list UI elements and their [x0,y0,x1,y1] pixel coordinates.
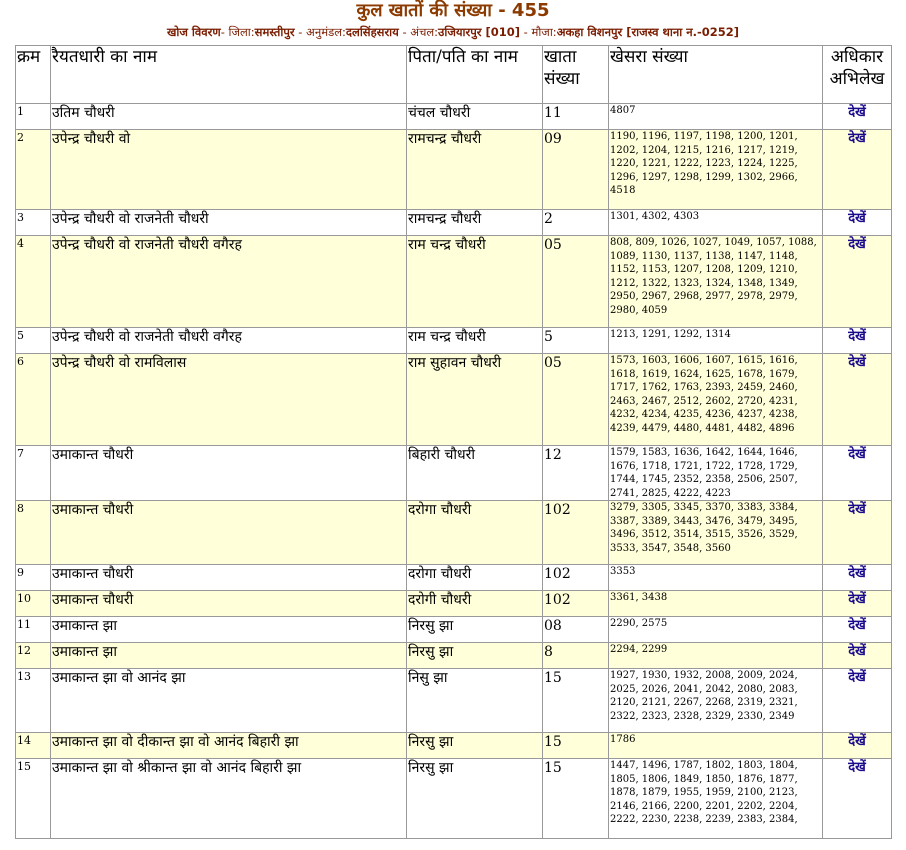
subdivision-label: अनुमंडल: [306,25,346,39]
khesra-number-cell: 1786 [609,733,823,759]
mauza-value: अकहा विशनपुर [राजस्व थाना न.-0252] [556,25,740,39]
raiyat-name-cell: उमाकान्त झा वो श्रीकान्त झा वो आनंद बिहारी झा [51,759,407,839]
khata-number-cell: 102 [543,565,609,591]
header-serial: क्रम [16,46,51,104]
circle-value: उजियारपुर [010] [438,25,520,39]
father-name-cell: चंचल चौधरी [407,104,543,130]
table-row [16,759,892,839]
khata-number-cell: 05 [543,236,609,328]
raiyat-name-cell: उमाकान्त झा [51,643,407,669]
raiyat-name-cell: उमाकान्त झा वो दीकान्त झा वो आनंद बिहारी झा [51,733,407,759]
view-record-link[interactable]: देखें [823,669,892,733]
serial-cell: 6 [16,354,51,446]
district-label: जिला: [228,25,255,39]
raiyat-name-cell: उमाकान्त चौधरी [51,591,407,617]
father-name-cell: दरोगी चौधरी [407,591,543,617]
khata-number-cell: 102 [543,501,609,565]
serial-cell: 15 [16,759,51,839]
father-name-cell: राम चन्द्र चौधरी [407,328,543,354]
khesra-number-cell: 3353 [609,565,823,591]
header-khesra-number: खेसरा संख्या [609,46,823,104]
serial-cell: 13 [16,669,51,733]
serial-cell: 3 [16,210,51,236]
khesra-number-cell: 1579, 1583, 1636, 1642, 1644, 1646, 1676, 1718, 1721, 1722, 1728, 1729, 1744, 1745, 2352, 2358, 2506, 2507, 2741, 2825, 4222, 4223 [609,446,823,501]
father-name-cell: निरसु झा [407,759,543,839]
raiyat-name-cell: उपेन्द्र चौधरी वो [51,130,407,210]
serial-cell: 5 [16,328,51,354]
father-name-cell: निरसु झा [407,643,543,669]
khesra-number-cell: 3279, 3305, 3345, 3370, 3383, 3384, 3387, 3389, 3443, 3476, 3479, 3495, 3496, 3512, 3514, 3515, 3526, 3529, 3533, 3547, 3548, 3560 [609,501,823,565]
table-row [16,733,892,759]
raiyat-name-cell: उपेन्द्र चौधरी वो राजनेती चौधरी [51,210,407,236]
table-row [16,328,892,354]
table-row [16,236,892,328]
view-record-link[interactable]: देखें [823,643,892,669]
khesra-number-cell: 1213, 1291, 1292, 1314 [609,328,823,354]
table-row [16,591,892,617]
khesra-number-cell: 3361, 3438 [609,591,823,617]
khata-number-cell: 15 [543,669,609,733]
serial-cell: 14 [16,733,51,759]
view-record-link[interactable]: देखें [823,733,892,759]
khata-number-cell: 11 [543,104,609,130]
khata-number-cell: 8 [543,643,609,669]
khesra-number-cell: 1447, 1496, 1787, 1802, 1803, 1804, 1805, 1806, 1849, 1850, 1876, 1877, 1878, 1879, 1955, 1959, 2100, 2123, 2146, 2166, 2200, 2201, 2202, 2204, 2222, 2230, 2238, 2239, 2383, 2384, [609,759,823,839]
raiyat-name-cell: उमाकान्त चौधरी [51,501,407,565]
khesra-number-cell: 2290, 2575 [609,617,823,643]
father-name-cell: दरोगा चौधरी [407,565,543,591]
father-name-cell: दरोगा चौधरी [407,501,543,565]
khata-number-cell: 12 [543,446,609,501]
raiyat-name-cell: उमाकान्त चौधरी [51,565,407,591]
khesra-number-cell: 2294, 2299 [609,643,823,669]
view-record-link[interactable]: देखें [823,130,892,210]
table-row [16,446,892,501]
father-name-cell: निरसु झा [407,733,543,759]
father-name-cell: रामचन्द्र चौधरी [407,210,543,236]
view-record-link[interactable]: देखें [823,617,892,643]
father-name-cell: निसु झा [407,669,543,733]
khata-number-cell: 5 [543,328,609,354]
table-row [16,210,892,236]
table-header-row [16,46,892,104]
serial-cell: 8 [16,501,51,565]
father-name-cell: राम सुहावन चौधरी [407,354,543,446]
header-father-name: पिता/पति का नाम [407,46,543,104]
raiyat-name-cell: उमाकान्त झा [51,617,407,643]
page-title: कुल खातों की संख्या - 455 [356,0,550,21]
serial-cell: 9 [16,565,51,591]
serial-cell: 10 [16,591,51,617]
khata-number-cell: 05 [543,354,609,446]
view-record-link[interactable]: देखें [823,210,892,236]
search-details: खोज विवरण- जिला:समस्तीपुर - अनुमंडल:दलसिंहसराय - अंचल:उजियारपुर [010] - मौजा:अकहा विशनपुर [राजस्व थाना न.-0252] [166,25,740,39]
khata-number-cell: 102 [543,591,609,617]
raiyat-name-cell: उपेन्द्र चौधरी वो रामविलास [51,354,407,446]
raiyat-name-cell: उमाकान्त झा वो आनंद झा [51,669,407,733]
subdivision-value: दलसिंहसराय [345,25,399,39]
serial-cell: 7 [16,446,51,501]
view-record-link[interactable]: देखें [823,446,892,501]
serial-cell: 1 [16,104,51,130]
father-name-cell: रामचन्द्र चौधरी [407,130,543,210]
district-value: समस्तीपुर [254,25,295,39]
table-row [16,617,892,643]
table-row [16,643,892,669]
khesra-number-cell: 1927, 1930, 1932, 2008, 2009, 2024, 2025, 2026, 2041, 2042, 2080, 2083, 2120, 2121, 2267, 2268, 2319, 2321, 2322, 2323, 2328, 2329, 2330, 2349 [609,669,823,733]
table-row [16,354,892,446]
serial-cell: 12 [16,643,51,669]
view-record-link[interactable]: देखें [823,759,892,839]
father-name-cell: निरसु झा [407,617,543,643]
header-raiyat-name: रैयतधारी का नाम [51,46,407,104]
serial-cell: 4 [16,236,51,328]
raiyat-name-cell: उतिम चौधरी [51,104,407,130]
raiyat-name-cell: उमाकान्त चौधरी [51,446,407,501]
khata-number-cell: 08 [543,617,609,643]
table-row [16,565,892,591]
khata-table [15,45,892,839]
header-khata-number: खाता संख्या [543,46,609,104]
khata-number-cell: 15 [543,759,609,839]
header-record: अधिकार अभिलेख [823,46,892,104]
khata-number-cell: 2 [543,210,609,236]
raiyat-name-cell: उपेन्द्र चौधरी वो राजनेती चौधरी वगैरह [51,328,407,354]
view-record-link[interactable]: देखें [823,501,892,565]
view-record-link[interactable]: देखें [823,591,892,617]
search-label: खोज विवरण [166,25,221,39]
father-name-cell: बिहारी चौधरी [407,446,543,501]
view-record-link[interactable]: देखें [823,236,892,328]
table-row [16,130,892,210]
khesra-number-cell: 4807 [609,104,823,130]
view-record-link[interactable]: देखें [823,565,892,591]
khata-number-cell: 15 [543,733,609,759]
table-row [16,501,892,565]
table-row [16,104,892,130]
circle-label: अंचल: [410,25,439,39]
khata-number-cell: 09 [543,130,609,210]
serial-cell: 11 [16,617,51,643]
khesra-number-cell: 1190, 1196, 1197, 1198, 1200, 1201, 1202, 1204, 1215, 1216, 1217, 1219, 1220, 1221, 1222, 1223, 1224, 1225, 1296, 1297, 1298, 1299, 1302, 2966, 4518 [609,130,823,210]
mauza-label: मौजा: [531,25,557,39]
khesra-number-cell: 1301, 4302, 4303 [609,210,823,236]
serial-cell: 2 [16,130,51,210]
khesra-number-cell: 1573, 1603, 1606, 1607, 1615, 1616, 1618, 1619, 1624, 1625, 1678, 1679, 1717, 1762, 1763, 2393, 2459, 2460, 2463, 2467, 2512, 2602, 2720, 4231, 4232, 4234, 4235, 4236, 4237, 4238, 4239, 4479, 4480, 4481, 4482, 4896 [609,354,823,446]
view-record-link[interactable]: देखें [823,104,892,130]
raiyat-name-cell: उपेन्द्र चौधरी वो राजनेती चौधरी वगैरह [51,236,407,328]
view-record-link[interactable]: देखें [823,328,892,354]
khesra-number-cell: 808, 809, 1026, 1027, 1049, 1057, 1088, 1089, 1130, 1137, 1138, 1147, 1148, 1152, 1153, 1207, 1208, 1209, 1210, 1212, 1322, 1323, 1324, 1348, 1349, 2950, 2967, 2968, 2977, 2978, 2979, 2980, 4059 [609,236,823,328]
table-row [16,669,892,733]
father-name-cell: राम चन्द्र चौधरी [407,236,543,328]
view-record-link[interactable]: देखें [823,354,892,446]
